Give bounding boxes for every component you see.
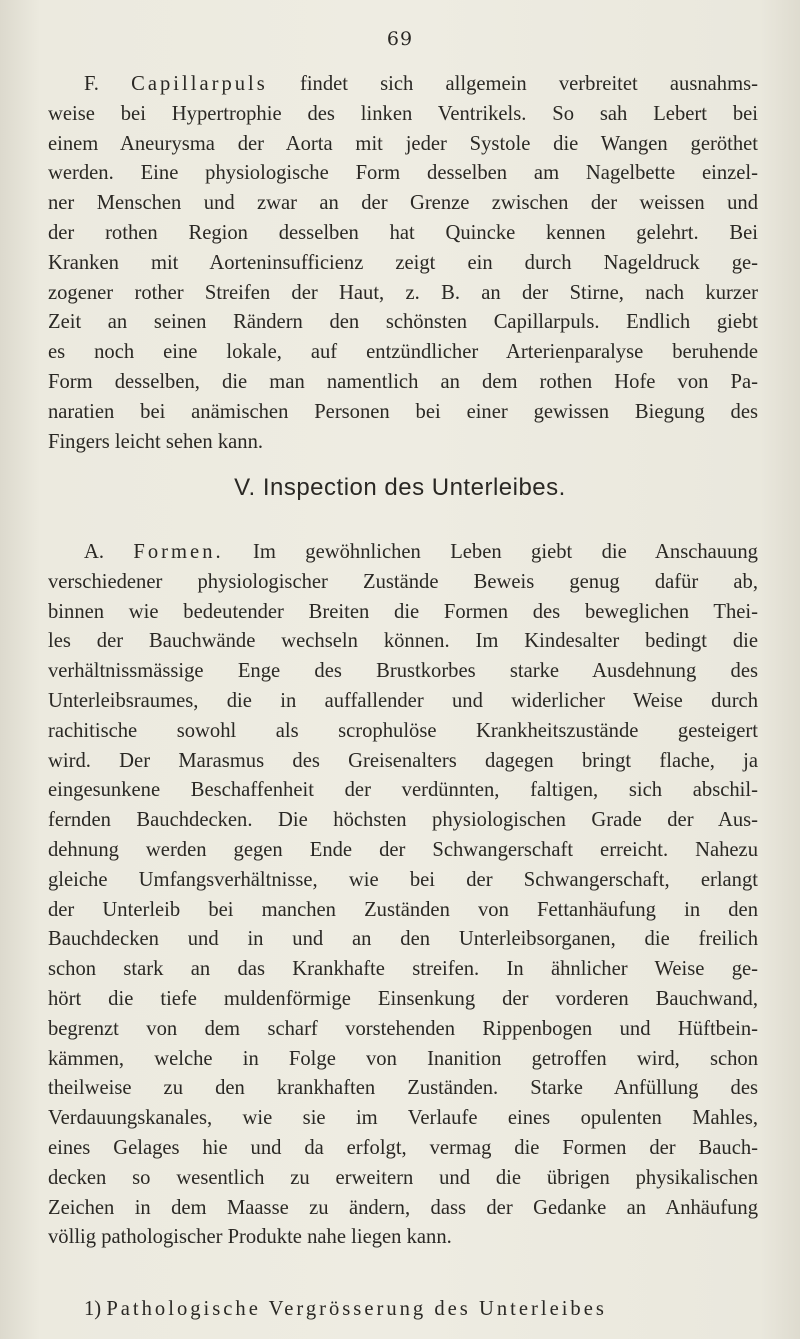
paragraph-capillarpuls — [48, 70, 758, 457]
text-line: findet sich allgemein verbreitet ausnahms- — [299, 73, 758, 95]
text-line: Im gewöhnlichen Leben giebt die Anschauung — [253, 541, 758, 563]
paragraph-formen — [48, 538, 758, 1253]
text-line: der Unterleib bei manchen Zuständen von Fettanhäufung in den — [48, 898, 758, 921]
text-line: Kranken mit Aorteninsufficienz zeigt ein durch Nageldruck ge- — [48, 251, 758, 274]
text-line: schon stark an das Krankhafte streifen. In ähnlicher Weise ge- — [48, 958, 758, 981]
text-line: Verdauungskanales, wie sie im Verlaufe eines opulenten Mahles, — [48, 1107, 758, 1130]
subheading-vergroesserung — [48, 1295, 758, 1325]
text-line: gleiche Umfangsverhältnisse, wie bei der Schwangerschaft, erlangt — [48, 868, 758, 891]
text-line: theilweise zu den krankhaften Zuständen. Starke Anfüllung des — [48, 1077, 758, 1100]
subheading-text: Pathologische Vergrösserung des Unterleibes — [106, 1298, 607, 1320]
subheading-label: 1) — [84, 1298, 102, 1320]
text-line: weise bei Hypertrophie des linken Ventrikels. So sah Lebert bei — [48, 102, 758, 125]
text-line: es noch eine lokale, auf entzündlicher Arterienparalyse beruhende — [48, 341, 758, 364]
section-heading: V. Inspection des Unterleibes. — [234, 474, 566, 501]
text-line: fernden Bauchdecken. Die höchsten physiologischen Grade der Aus- — [48, 809, 758, 832]
text-line: Unterleibsraumes, die in auffallender und widerlicher Weise durch — [48, 689, 758, 712]
paragraph-label: A. — [84, 541, 105, 563]
text-line: dehnung werden gegen Ende der Schwangerschaft erreicht. Nahezu — [48, 838, 758, 861]
text-line: zogener rother Streifen der Haut, z. B. an der Stirne, nach kurzer — [48, 281, 758, 304]
text-line: ner Menschen und zwar an der Grenze zwischen der weissen und — [48, 192, 758, 215]
text-line: Zeit an seinen Rändern den schönsten Capillarpuls. Endlich giebt — [48, 311, 758, 334]
page-number: 69 — [386, 28, 414, 50]
text-line: Bauchdecken und in und an den Unterleibsorganen, die freilich — [48, 928, 758, 951]
text-line: Zeichen in dem Maasse zu ändern, dass der Gedanke an Anhäufung — [48, 1196, 758, 1219]
text-line: binnen wie bedeutender Breiten die Formen des beweglichen Thei- — [48, 600, 758, 623]
text-line: wird. Der Marasmus des Greisenalters dagegen bringt flache, ja — [48, 749, 758, 772]
text-line: hört die tiefe muldenförmige Einsenkung der vorderen Bauchwand, — [48, 987, 758, 1010]
text-line: einem Aneurysma der Aorta mit jeder Systole die Wangen geröthet — [48, 132, 758, 155]
text-line: eingesunkene Beschaffenheit der verdünnten, faltigen, sich abschil- — [48, 779, 758, 802]
text-line: begrenzt von dem scharf vorstehenden Rippenbogen und Hüftbein- — [48, 1017, 758, 1040]
text-line: rachitische sowohl als scrophulöse Krankheitszustände gesteigert — [48, 719, 758, 742]
text-line: Fingers leicht sehen kann. — [48, 430, 264, 453]
paragraph-label: F. — [84, 73, 99, 95]
text-line: kämmen, welche in Folge von Inanition getroffen wird, schon — [48, 1047, 758, 1070]
text-line: naratien bei anämischen Personen bei einer gewissen Biegung des — [48, 400, 758, 423]
text-line: der rothen Region desselben hat Quincke kennen gelehrt. Bei — [48, 221, 758, 244]
text-line: Form desselben, die man namentlich an dem rothen Hofe von Pa- — [48, 370, 758, 393]
text-line: eines Gelages hie und da erfolgt, vermag die Formen der Bauch- — [48, 1136, 758, 1159]
text-line: werden. Eine physiologische Form desselben am Nagelbette einzel- — [48, 162, 758, 185]
text-line: verschiedener physiologischer Zustände Beweis genug dafür ab, — [48, 570, 758, 593]
paragraph-term: Capillarpuls — [131, 73, 268, 95]
text-line: les der Bauchwände wechseln können. Im Kindesalter bedingt die — [48, 630, 758, 653]
text-line: decken so wesentlich zu erweitern und die übrigen physikalischen — [48, 1166, 758, 1189]
text-line: verhältnissmässige Enge des Brustkorbes starke Ausdehnung des — [48, 660, 758, 683]
text-line: völlig pathologischer Produkte nahe liegen kann. — [48, 1226, 452, 1249]
paragraph-term: Formen. — [133, 541, 224, 563]
